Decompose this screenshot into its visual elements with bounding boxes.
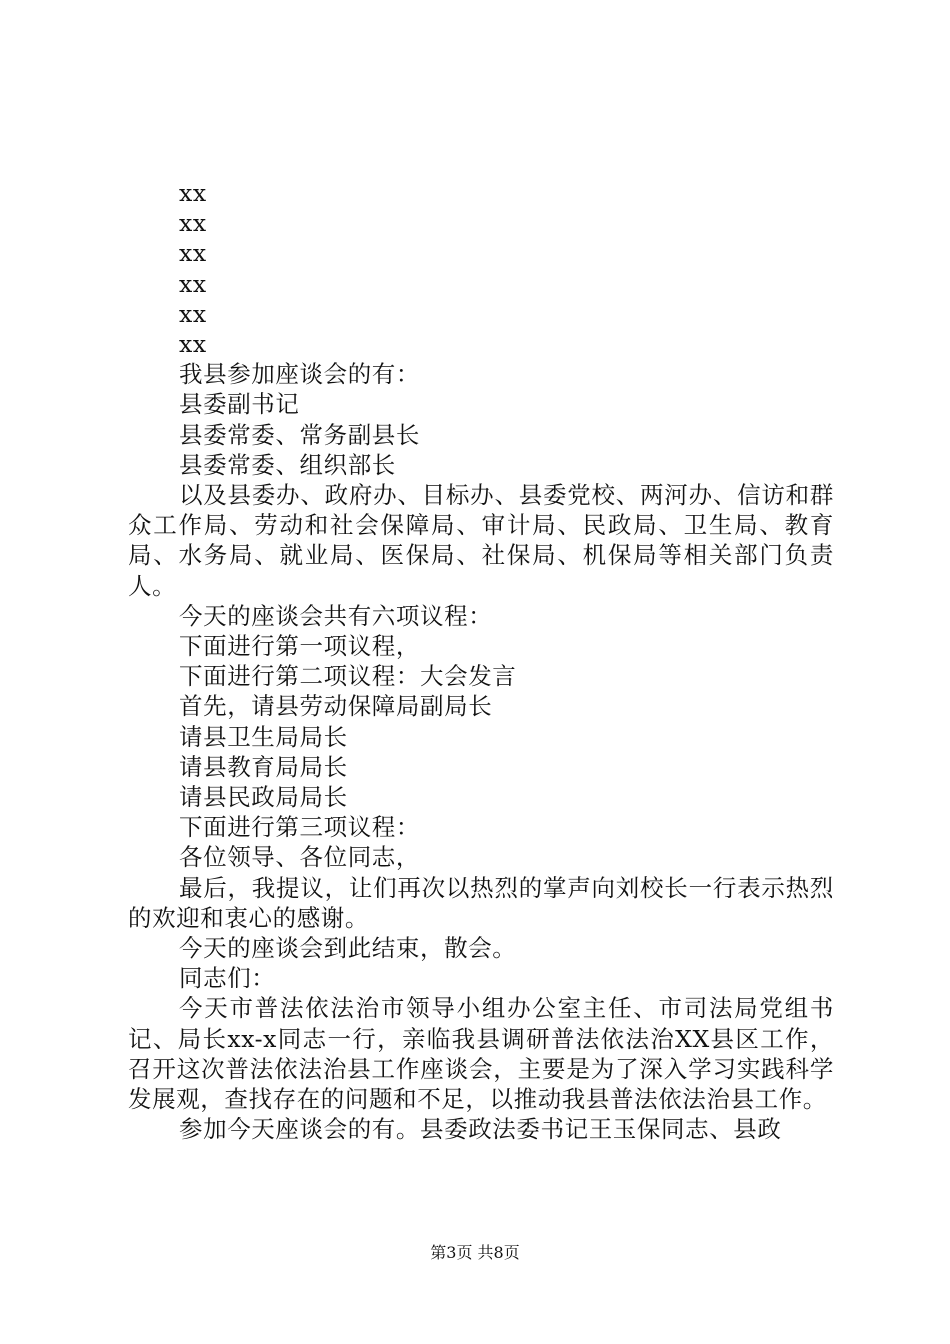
paragraph: 我县参加座谈会的有： <box>179 360 420 389</box>
paragraph: 最后，我提议，让们再次以热烈的掌声向刘校长一行表示热烈的欢迎和衷心的感谢。 <box>128 873 834 932</box>
paragraph: 各位领导、各位同志， <box>179 843 420 872</box>
paragraph: xx <box>179 330 207 359</box>
paragraph: xx <box>179 269 207 298</box>
paragraph: 下面进行第二项议程：大会发言 <box>179 662 517 691</box>
paragraph: 请县卫生局局长 <box>179 722 348 751</box>
paragraph: 今天的座谈会共有六项议程： <box>179 601 493 630</box>
paragraph: 县委常委、组织部长 <box>179 450 396 479</box>
document-body <box>128 178 834 1145</box>
paragraph: 下面进行第三项议程： <box>179 813 420 842</box>
page-number-footer: 第3页 共8页 <box>430 1243 520 1262</box>
paragraph: 今天市普法依法治市领导小组办公室主任、市司法局党组书记、局长xx-x同志一行，亲临我县调研普法依法治XX县区工作，召开这次普法依法治县工作座谈会，主要是为了深入学习实践科学发展观，查找存在的问题和不足，以推动我县普法依法治县工作。 <box>128 994 834 1114</box>
paragraph: 下面进行第一项议程， <box>179 632 420 661</box>
paragraph: 以及县委办、政府办、目标办、县委党校、两河办、信访和群众工作局、劳动和社会保障局、审计局、民政局、卫生局、教育局、水务局、就业局、医保局、社保局、机保局等相关部门负责人。 <box>128 481 834 600</box>
paragraph: 今天的座谈会到此结束，散会。 <box>179 934 517 963</box>
paragraph: xx <box>179 299 207 328</box>
paragraph: 县委常委、常务副县长 <box>179 420 420 449</box>
paragraph: 请县教育局局长 <box>179 752 348 781</box>
paragraph: xx <box>179 179 207 207</box>
paragraph: 县委副书记 <box>179 390 300 419</box>
paragraph: xx <box>179 239 207 268</box>
paragraph: 请县民政局局长 <box>179 783 348 812</box>
paragraph: 同志们： <box>179 964 276 993</box>
paragraph: 参加今天座谈会的有。县委政法委书记王玉保同志、县政 <box>179 1115 782 1144</box>
paragraph: xx <box>179 209 207 238</box>
paragraph: 首先，请县劳动保障局副局长 <box>179 692 493 721</box>
